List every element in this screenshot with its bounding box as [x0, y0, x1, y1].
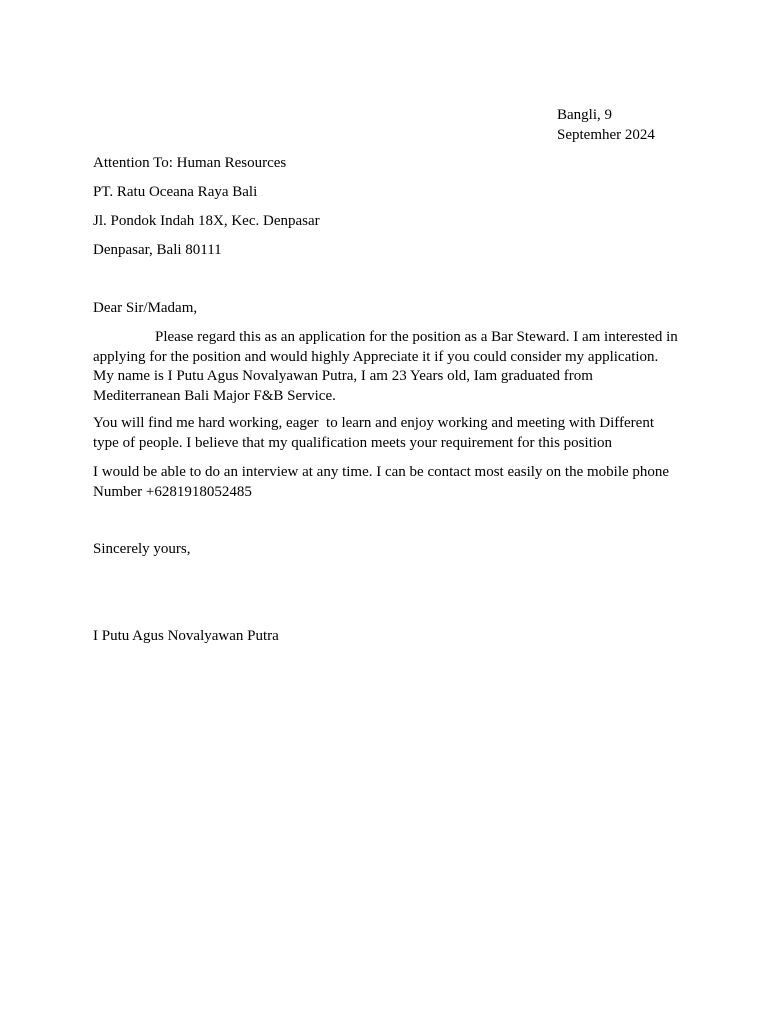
date-line-1: Bangli, 9	[557, 107, 612, 123]
date-line-2: Septemher 2024	[557, 126, 655, 143]
closing: Sincerely yours,	[93, 541, 191, 557]
address-line-2: Denpasar, Bali 80111	[93, 242, 222, 258]
salutation: Dear Sir/Madam,	[93, 300, 198, 316]
body-paragraph-3: I would be able to do an interview at any time. I can be contact most easily on the mobile phone Number +6281918052485	[93, 464, 670, 500]
attention-line: Attention To: Human Resources	[93, 155, 287, 171]
date-block	[557, 106, 687, 145]
body-paragraph-1: Please regard this as an application for the position as a Bar Steward. I am interested in applying for the position and would highly Appreciate it if you could consider my application. My name is I Putu Agus Novalyawan Putra, I am 23 Years old, Iam graduated from Mediterranean Bali Major F&B Service.	[93, 329, 678, 404]
company-name: PT. Ratu Oceana Raya Bali	[93, 184, 258, 200]
signature-name: I Putu Agus Novalyawan Putra	[93, 628, 279, 644]
address-line-1: Jl. Pondok Indah 18X, Kec. Denpasar	[93, 213, 320, 229]
body-paragraph-2: You will find me hard working, eager to learn and enjoy working and meeting with Different type of people. I believe that my qualification meets your requirement for this position	[93, 415, 658, 451]
